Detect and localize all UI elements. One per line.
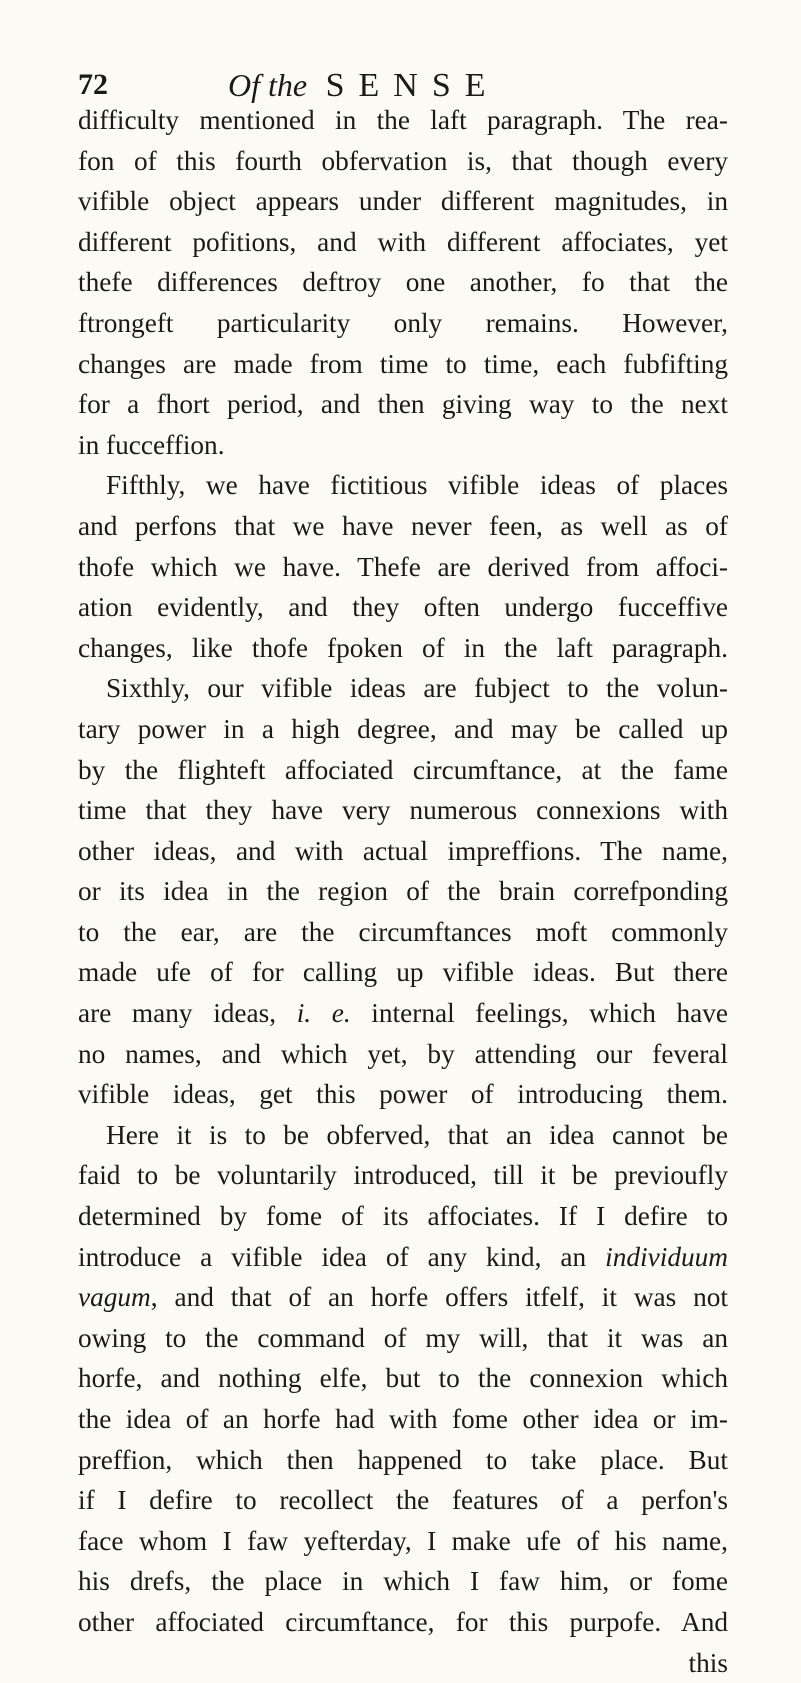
text-line: are many ideas, i. e. internal feelings, which have xyxy=(78,998,728,1029)
text-line: vifible object appears under different magnitudes, in xyxy=(78,186,728,217)
text-line: ation evidently, and they often undergo fucceffive xyxy=(78,592,728,623)
text-line: other ideas, and with actual impreffions. The name, xyxy=(78,835,728,866)
text-line: changes, like thofe fpoken of in the laft paragraph. xyxy=(78,632,728,663)
text-line: owing to the command of my will, that it was an xyxy=(78,1322,728,1353)
text-line: Sixthly, our vifible ideas are fubject to the volun- xyxy=(106,673,728,704)
text-line: or its idea in the region of the brain correfponding xyxy=(78,876,728,907)
text-line: Fifthly, we have fictitious vifible ideas of places xyxy=(106,470,728,501)
text-line: time that they have very numerous connexions with xyxy=(78,795,728,826)
text-line: fon of this fourth obfervation is, that though every xyxy=(78,145,728,176)
text-line: faid to be voluntarily introduced, till it be previoufly xyxy=(78,1160,728,1191)
text-line: changes are made from time to time, each fubfifting xyxy=(78,348,728,379)
text-line: horfe, and nothing elfe, but to the connexion which xyxy=(78,1363,728,1394)
text-line: by the flighteft affociated circumftance, at the fame xyxy=(78,754,728,785)
running-title-sense: SENSE xyxy=(325,67,500,104)
page-number: 72 xyxy=(78,68,108,101)
text-line: made ufe of for calling up vifible ideas. But there xyxy=(78,957,728,988)
text-line: preffion, which then happened to take place. But xyxy=(78,1444,728,1475)
text-line: different pofitions, and with different affociates, yet xyxy=(78,226,728,257)
text-line: determined by fome of its affociates. If I defire to xyxy=(78,1201,728,1232)
text-line: to the ear, are the circumftances moft commonly xyxy=(78,916,728,947)
text-line: his drefs, the place in which I faw him, or fome xyxy=(78,1566,728,1597)
text-line: if I defire to recollect the features of a perfon's xyxy=(78,1485,728,1516)
text-line: ftrongeft particularity only remains. However, xyxy=(78,307,728,338)
text-line: introduce a vifible idea of any kind, an individuum xyxy=(78,1241,728,1272)
text-line: vifible ideas, get this power of introducing them. xyxy=(78,1079,728,1110)
text-line: difficulty mentioned in the laft paragraph. The rea- xyxy=(78,105,728,135)
text-line: other affociated circumftance, for this purpofe. And xyxy=(78,1606,728,1637)
text-line: tary power in a high degree, and may be called up xyxy=(78,713,728,744)
text-line: and perfons that we have never feen, as well as of xyxy=(78,510,728,541)
text-line: face whom I faw yefterday, I make ufe of his name, xyxy=(78,1525,728,1556)
text-line: thefe differences deftroy one another, fo that the xyxy=(78,267,728,298)
text-line: thofe which we have. Thefe are derived from affoci- xyxy=(78,551,728,582)
text-line: in fucceffion. xyxy=(78,429,225,460)
text-line: vagum, and that of an horfe offers itfelf, it was not xyxy=(78,1282,728,1313)
running-title-of-the: Of the xyxy=(228,67,308,103)
body-text xyxy=(78,100,728,1683)
text-line: no names, and which yet, by attending our feveral xyxy=(78,1038,728,1069)
text-line: the idea of an horfe had with fome other idea or im- xyxy=(78,1404,728,1434)
text-line: for a fhort period, and then giving way to the next xyxy=(78,389,728,420)
text-line: Here it is to be obferved, that an idea cannot be xyxy=(106,1119,728,1150)
catchword: this xyxy=(688,1647,728,1678)
